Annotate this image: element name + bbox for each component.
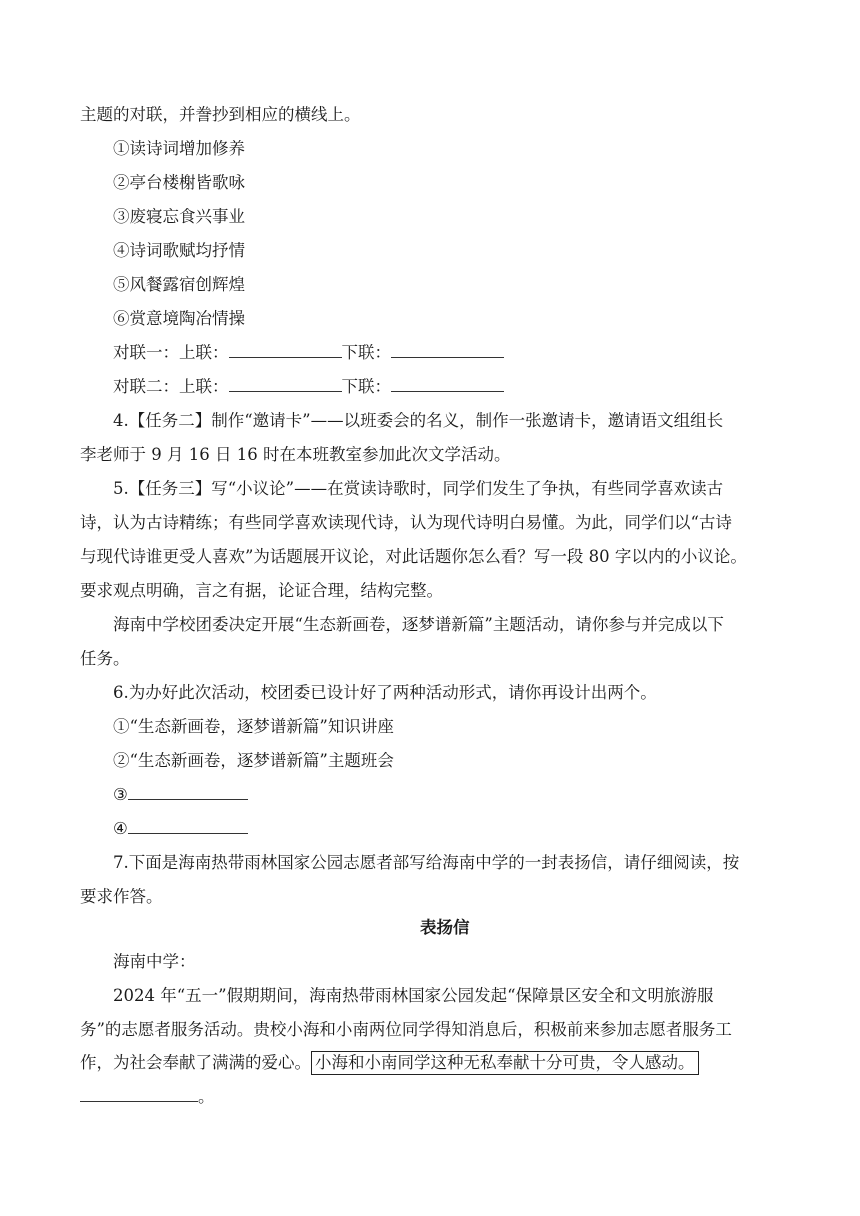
q5-line-3: 与现代诗谁更受人喜欢”为话题展开议论，对此话题你怎么看？写一段 80 字以内的小议论。	[80, 547, 747, 566]
letter-line-2: 务”的志愿者服务活动。贵校小海和小南两位同学得知消息后，积极前来参加志愿者服务工	[80, 1020, 732, 1039]
option-2: ②亭台楼榭皆歌咏	[113, 173, 245, 192]
q5-line-2: 诗，认为古诗精练；有些同学喜欢读现代诗，认为现代诗明白易懂。为此，同学们以“古诗	[80, 513, 732, 532]
q6-item-2: ②“生态新画卷，逐梦谱新篇”主题班会	[113, 751, 394, 770]
q6-line-1: 6.为办好此次活动，校团委已设计好了两种活动形式，请你再设计出两个。	[113, 683, 657, 702]
letter-salutation: 海南中学：	[113, 952, 196, 971]
letter-line-1: 2024 年“五一”假期期间，海南热带雨林国家公园发起“保障景区安全和文明旅游服	[113, 986, 714, 1005]
option-6: ⑥赏意境陶冶情操	[113, 309, 245, 328]
couplet-one-upper-blank[interactable]	[229, 342, 342, 358]
option-3: ③废寝忘食兴事业	[113, 207, 245, 226]
couplet-two-upper-blank[interactable]	[229, 376, 342, 392]
q6-item-3	[113, 784, 248, 806]
intro-line: 主题的对联，并誊抄到相应的横线上。	[80, 105, 361, 124]
activity-line-2: 任务。	[80, 649, 130, 668]
q4-line-1: 4.【任务二】制作“邀请卡”——以班委会的名义，制作一张邀请卡，邀请语文组组长	[113, 411, 724, 430]
couplet-one-lower-blank[interactable]	[391, 342, 504, 358]
q6-item-3-blank[interactable]	[128, 784, 248, 800]
couplet-one	[113, 342, 504, 364]
q5-line-1: 5.【任务三】写“小议论”——在赏读诗歌时，同学们发生了争执，有些同学喜欢读古	[113, 479, 724, 498]
couplet-two-lower-label: 下联：	[341, 377, 391, 396]
letter-answer-blank[interactable]	[80, 1086, 198, 1102]
activity-line-1: 海南中学校团委决定开展“生态新画卷，逐梦谱新篇”主题活动，请你参与并完成以下	[113, 615, 724, 634]
couplet-two-label: 对联二：上联：	[113, 377, 229, 396]
option-1: ①读诗词增加修养	[113, 139, 245, 158]
couplet-one-lower-label: 下联：	[341, 343, 391, 362]
q6-item-3-label: ③	[113, 785, 128, 804]
q6-item-4	[113, 818, 248, 840]
q6-item-4-label: ④	[113, 819, 128, 838]
letter-line-3	[80, 1052, 699, 1074]
boxed-sentence: 小海和小南同学这种无私奉献十分可贵，令人感动。	[311, 1051, 699, 1075]
couplet-one-label: 对联一：上联：	[113, 343, 229, 362]
q7-line-2: 要求作答。	[80, 887, 163, 906]
q5-line-4: 要求观点明确，言之有据，论证合理，结构完整。	[80, 581, 443, 600]
letter-title: 表扬信	[420, 918, 470, 937]
couplet-two	[113, 376, 504, 398]
q6-item-1: ①“生态新画卷，逐梦谱新篇”知识讲座	[113, 717, 394, 736]
couplet-two-lower-blank[interactable]	[391, 376, 504, 392]
option-4: ④诗词歌赋均抒情	[113, 241, 245, 260]
q4-line-2: 李老师于 9 月 16 日 16 时在本班教室参加此次文学活动。	[80, 445, 511, 464]
q7-line-1: 7.下面是海南热带雨林国家公园志愿者部写给海南中学的一封表扬信，请仔细阅读，按	[113, 853, 740, 872]
option-5: ⑤风餐露宿创辉煌	[113, 275, 245, 294]
q6-item-4-blank[interactable]	[128, 818, 248, 834]
letter-answer-end: 。	[198, 1087, 215, 1106]
letter-line-3-text: 作，为社会奉献了满满的爱心。	[80, 1053, 311, 1072]
letter-answer-line	[80, 1086, 215, 1108]
